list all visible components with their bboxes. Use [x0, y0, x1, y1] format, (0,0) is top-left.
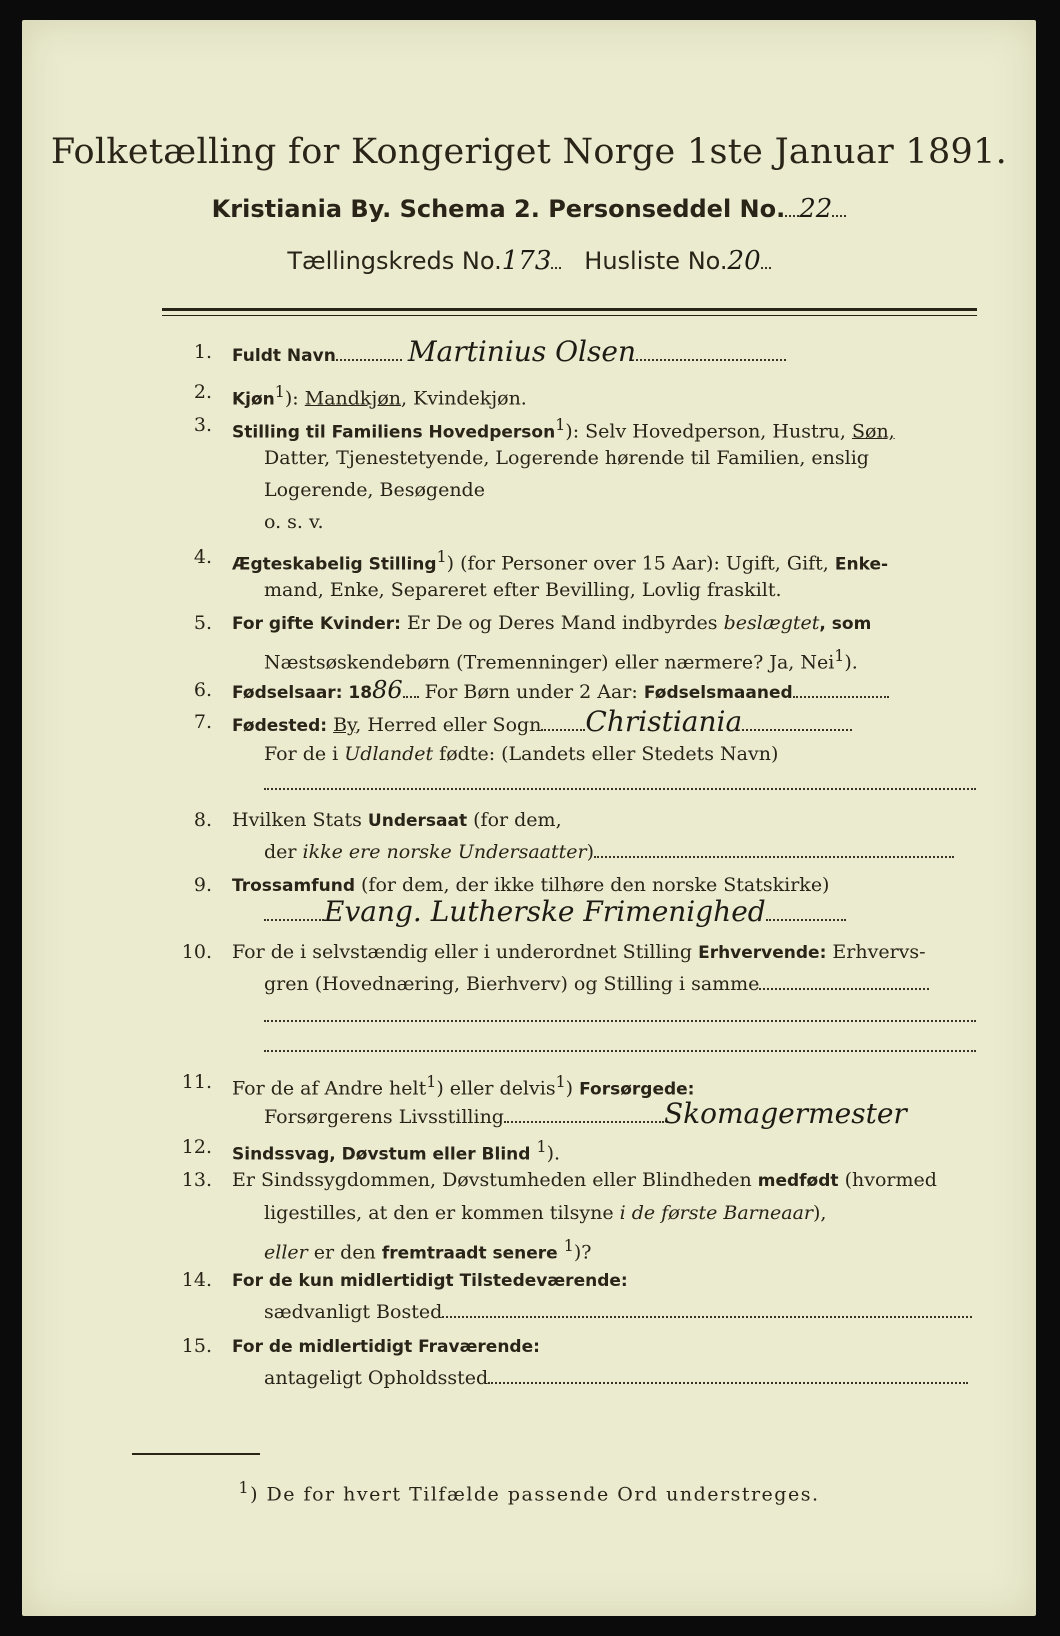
q3-label: Stilling til Familiens Hovedperson	[232, 422, 556, 443]
q3-number: 3.	[193, 414, 212, 436]
q1-answer: Martinius Olsen	[407, 335, 636, 368]
q13-line3: fremtraadt senere	[381, 1243, 558, 1264]
q12-label: Sindssvag, Døvstum eller Blind	[232, 1144, 531, 1165]
husliste-number: 20	[727, 246, 761, 276]
q2-number: 2.	[193, 381, 212, 403]
q13-label: medfødt	[757, 1171, 839, 1191]
schema-line	[22, 194, 1036, 224]
husliste-label: Husliste No.	[584, 247, 728, 275]
q7-line2: fødte: (Landets eller Stedets Navn)	[433, 743, 779, 765]
q5-number: 5.	[193, 612, 212, 634]
q9-answer: Evang. Lutherske Frimenighed	[324, 895, 766, 928]
q15-label: For de midlertidigt Fraværende:	[232, 1337, 540, 1357]
header-rule-thick	[162, 308, 977, 311]
footnote-text: ) De for hvert Tilfælde passende Ord understreges.	[250, 1483, 820, 1506]
krets-number: 173	[501, 246, 552, 276]
q11-line2: Forsørgerens Livsstilling	[264, 1106, 504, 1128]
q5-line2: Næstsøskendebørn (Tremenninger) eller nærmere? Ja, Nei	[264, 651, 835, 674]
q1-number: 1.	[193, 341, 212, 363]
q1-label: Fuldt Navn	[232, 346, 336, 366]
district-line	[22, 246, 1036, 276]
q6-birth-year: 86	[372, 676, 403, 704]
q8-number: 8.	[193, 809, 212, 831]
q10-line2: gren (Hovednæring, Bierhverv) og Stilling i samme	[264, 973, 760, 995]
q7-answer: Christiania	[585, 705, 743, 738]
q8-line2: ikke ere norske Undersaatter	[302, 841, 587, 863]
schema-line-label: Kristiania By. Schema 2. Personseddel No.	[211, 195, 786, 223]
q6-number: 6.	[193, 679, 212, 701]
q10-label: Erhvervende:	[698, 943, 827, 963]
q3-line4: o. s. v.	[264, 511, 324, 533]
q9-label: Trossamfund	[232, 876, 355, 896]
q14-line2: sædvanligt Bosted	[264, 1301, 443, 1323]
header-rule-thin	[162, 315, 977, 316]
q14-number: 14.	[181, 1269, 212, 1291]
q12-number: 12.	[181, 1136, 212, 1158]
q4-label: Ægteskabelig Stilling	[232, 554, 437, 575]
q5-label: For gifte Kvinder:	[232, 614, 401, 634]
q13-line2: ligestilles, at den er kommen tilsyne	[264, 1202, 620, 1224]
krets-label: Tællingskreds No.	[287, 247, 502, 275]
q14-label: For de kun midlertidigt Tilstedeværende:	[232, 1271, 628, 1291]
form-title: Folketælling for Kongeriget Norge 1ste Januar 1891.	[50, 132, 1008, 172]
q7-number: 7.	[193, 711, 212, 733]
q3-son-underlined: Søn,	[851, 420, 895, 443]
q15-number: 15.	[181, 1335, 212, 1357]
q3-line3: Logerende, Besøgende	[264, 479, 485, 501]
q9-number: 9.	[193, 874, 212, 896]
q15-line2: antageligt Opholdssted	[264, 1367, 489, 1389]
footnote: $^1$) De for hvert Tilfælde passende Ord understreges.	[238, 1478, 820, 1506]
q4-line2: mand, Enke, Separeret efter Bevilling, Lovlig fraskilt.	[264, 579, 782, 601]
census-form-sheet: Folketælling for Kongeriget Norge 1ste Januar 1891. Kristiania By. Schema 2. Personseddel No. 22 Tællingskreds No.173 Husliste No.20 1. Fuldt Navn Martinius Olsen 2. Kjøn$^1$): Mandkjøn, Kvindekjøn. 3. Stilling til Familiens Hovedperson$^1$): Selv Hovedperson, Hustru, Søn, Datter, Tjenestetyende, Logerende hørende til Familien, enslig Logerende, Besøgende o. s. v. 4. Ægteskabelig Stilling$^1$) (for Personer over 15 Aar): Ugift, Gift, Enke- mand, Enke, Separeret efter Bevilling, Lovlig fraskilt. 5. For gifte Kvinder: Er De og Deres Mand indbyrdes beslægtet, som Næstsøskendebørn (Tremenninger) eller nærmere? Ja, Nei$^1$). 6. Fødselsaar: 1886 For Børn under 2 Aar: Fødselsmaaned 7. Fødested: By, Herred eller Sogn Christiania For de i Udlandet fødte: (Landets eller Stedets Navn) 8. Hvilken Stats Undersaat (for dem, der ikke ere norske Undersaatter) 9. Trossamfund (for dem, der ikke tilhøre den norske Statskirke) Evang. Lutherske Frimenighed 10. For de i selvstændig eller i underordnet Stilling Erhvervende: Erhvervs- gren (Hovednæring, Bierhverv) og Stilling i samme 11. For de af Andre helt$^1$) eller delvis$^1$) Forsørgede: Forsørgerens Livsstilling Skomagermester 12. Sindssvag, Døvstum eller Blind $^1$). 13. Er Sindssygdommen, Døvstumheden eller Blindheden medfødt (hvormed ligestilles, at den er kommen tilsyne i de første Barneaar), eller er den fremtraadt senere $^1$)? 14. For de kun midlertidigt Tilstedeværende: sædvanligt Bosted 15. For de midlertidigt Fraværende: antageligt Opholdssted $^1$) De for hvert Tilfælde passende Ord understreges.	[22, 20, 1036, 1616]
q7-label: Fødested:	[232, 716, 328, 736]
q2-label: Kjøn	[232, 389, 275, 410]
footnote-rule	[132, 1453, 260, 1455]
q11-label: Forsørgede:	[579, 1079, 695, 1100]
q11-answer: Skomagermester	[663, 1097, 907, 1130]
personseddel-number: 22	[799, 194, 833, 224]
q11-number: 11.	[181, 1071, 212, 1093]
q6-label: Fødselsaar: 18	[232, 683, 373, 703]
q10-number: 10.	[181, 941, 212, 963]
q2-mandkjon-underlined: Mandkjøn	[304, 387, 401, 410]
q13-number: 13.	[181, 1169, 212, 1191]
q7-by-underlined: By	[333, 714, 356, 736]
q3-line2: Datter, Tjenestetyende, Logerende hørende til Familien, enslig	[264, 447, 869, 469]
q4-number: 4.	[193, 546, 212, 568]
q8-label: Undersaat	[367, 811, 468, 831]
